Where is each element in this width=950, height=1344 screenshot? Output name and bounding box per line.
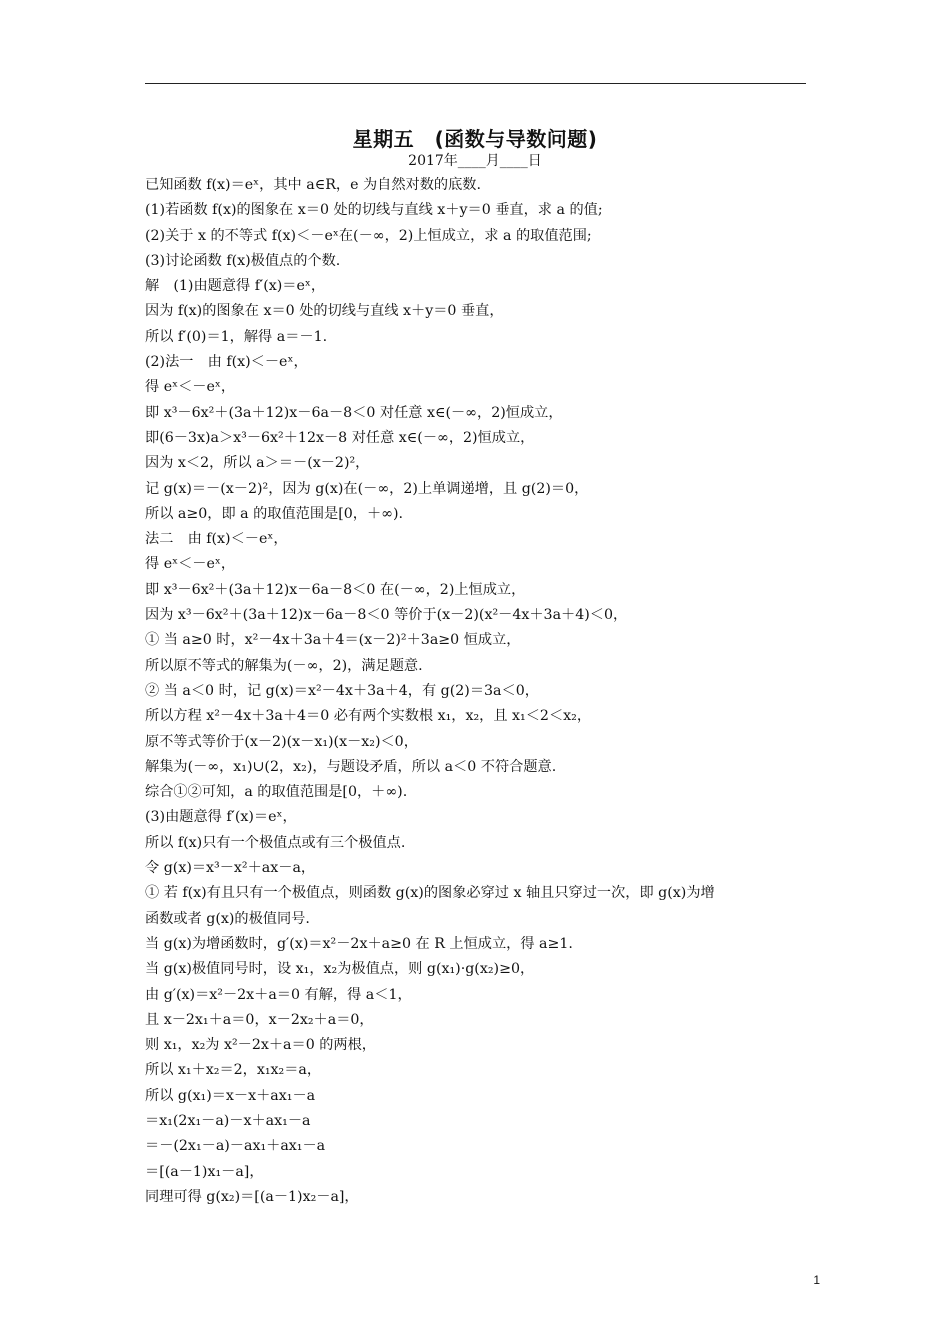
text-line: ＝－(2x₁－a)－ax₁＋ax₁－a — [145, 1138, 326, 1155]
text-line: 当 g(x)极值同号时，设 x₁，x₂为极值点，则 g(x₁)·g(x₂)≥0， — [145, 961, 535, 978]
text-line: 解 (1)由题意得 f′(x)＝eˣ， — [145, 278, 326, 295]
text-line: 同理可得 g(x₂)＝[(a－1)x₂－a]， — [145, 1188, 359, 1205]
page-title: 星期五 (函数与导数问题) — [352, 127, 598, 151]
text-line: 令 g(x)＝x³－x²＋ax－a， — [145, 860, 316, 877]
text-line: ＝[(a－1)x₁－a]， — [145, 1163, 264, 1180]
header-rule — [145, 83, 806, 84]
text-line: ＝x₁(2x₁－a)－x＋ax₁－a — [145, 1112, 311, 1129]
text-line: 所以 x₁＋x₂＝2，x₁x₂＝a， — [145, 1062, 322, 1079]
text-line: (3)由题意得 f′(x)＝eˣ， — [145, 809, 297, 826]
text-line: ② 当 a＜0 时，记 g(x)＝x²－4x＋3a＋4，有 g(2)＝3a＜0， — [145, 682, 539, 699]
text-line: 所以 f′(0)＝1，解得 a＝－1. — [145, 328, 328, 345]
text-line: (1)若函数 f(x)的图象在 x＝0 处的切线与直线 x＋y＝0 垂直，求 a 的值; — [145, 202, 603, 219]
text-line: 解集为(－∞，x₁)∪(2，x₂)，与题设矛盾，所以 a＜0 不符合题意. — [145, 758, 557, 775]
text-line: 已知函数 f(x)＝eˣ，其中 a∈R，e 为自然对数的底数. — [145, 177, 481, 193]
text-line: 且 x－2x₁＋a＝0，x－2x₂＋a＝0， — [145, 1011, 374, 1028]
page-number: 1 — [813, 1273, 820, 1287]
text-line: 则 x₁，x₂为 x²－2x＋a＝0 的两根， — [145, 1037, 376, 1054]
text-line: 综合①②可知，a 的取值范围是[0，＋∞). — [145, 784, 408, 801]
text-line: 所以 a≥0，即 a 的取值范围是[0，＋∞). — [145, 505, 404, 522]
text-line: (2)法一 由 f(x)＜－eˣ， — [145, 354, 308, 371]
document-body — [145, 173, 810, 1210]
text-line: 由 g′(x)＝x²－2x＋a＝0 有解，得 a＜1， — [145, 986, 412, 1003]
text-line: ① 若 f(x)有且只有一个极值点，则函数 g(x)的图象必穿过 x 轴且只穿过一次，即 g(x)为增 — [145, 885, 715, 902]
text-line: 因为 x³－6x²＋(3a＋12)x－6a－8＜0 等价于(x－2)(x²－4x＋3a＋4)＜0， — [145, 607, 628, 624]
text-line: ① 当 a≥0 时，x²－4x＋3a＋4＝(x－2)²＋3a≥0 恒成立， — [145, 632, 521, 649]
text-line: 得 eˣ＜－eˣ， — [145, 556, 236, 573]
text-line: 因为 f(x)的图象在 x＝0 处的切线与直线 x＋y＝0 垂直， — [145, 303, 504, 320]
text-line: 因为 x＜2，所以 a＞＝－(x－2)²， — [145, 455, 370, 472]
text-line: 即 x³－6x²＋(3a＋12)x－6a－8＜0 在(－∞，2)上恒成立， — [145, 581, 526, 598]
text-line: 得 eˣ＜－eˣ， — [145, 379, 236, 396]
text-line: (3)讨论函数 f(x)极值点的个数. — [145, 252, 341, 269]
date-line: 2017年____月____日 — [408, 153, 542, 169]
text-line: 函数或者 g(x)的极值同号. — [145, 910, 310, 927]
text-line: (2)关于 x 的不等式 f(x)＜－eˣ在(－∞，2)上恒成立，求 a 的取值范围; — [145, 227, 592, 244]
text-line: 记 g(x)＝－(x－2)²，因为 g(x)在(－∞，2)上单调递增，且 g(2)＝0， — [145, 480, 589, 497]
text-line: 所以原不等式的解集为(－∞，2)，满足题意. — [145, 657, 423, 674]
text-line: 所以 f(x)只有一个极值点或有三个极值点. — [145, 834, 406, 851]
text-line: 所以 g(x₁)＝x－x＋ax₁－a — [145, 1087, 316, 1104]
text-line: 原不等式等价于(x－2)(x－x₁)(x－x₂)＜0， — [145, 733, 418, 750]
text-line: 所以方程 x²－4x＋3a＋4＝0 必有两个实数根 x₁，x₂，且 x₁＜2＜x₂， — [145, 708, 592, 725]
text-line: 法二 由 f(x)＜－eˣ， — [145, 531, 288, 548]
text-line: 即 x³－6x²＋(3a＋12)x－6a－8＜0 对任意 x∈(－∞，2)恒成立， — [145, 404, 563, 421]
text-line: 当 g(x)为增函数时，g′(x)＝x²－2x＋a≥0 在 R 上恒成立，得 a≥1. — [145, 935, 573, 952]
text-line: 即(6－3x)a＞x³－6x²＋12x－8 对任意 x∈(－∞，2)恒成立， — [145, 429, 535, 446]
